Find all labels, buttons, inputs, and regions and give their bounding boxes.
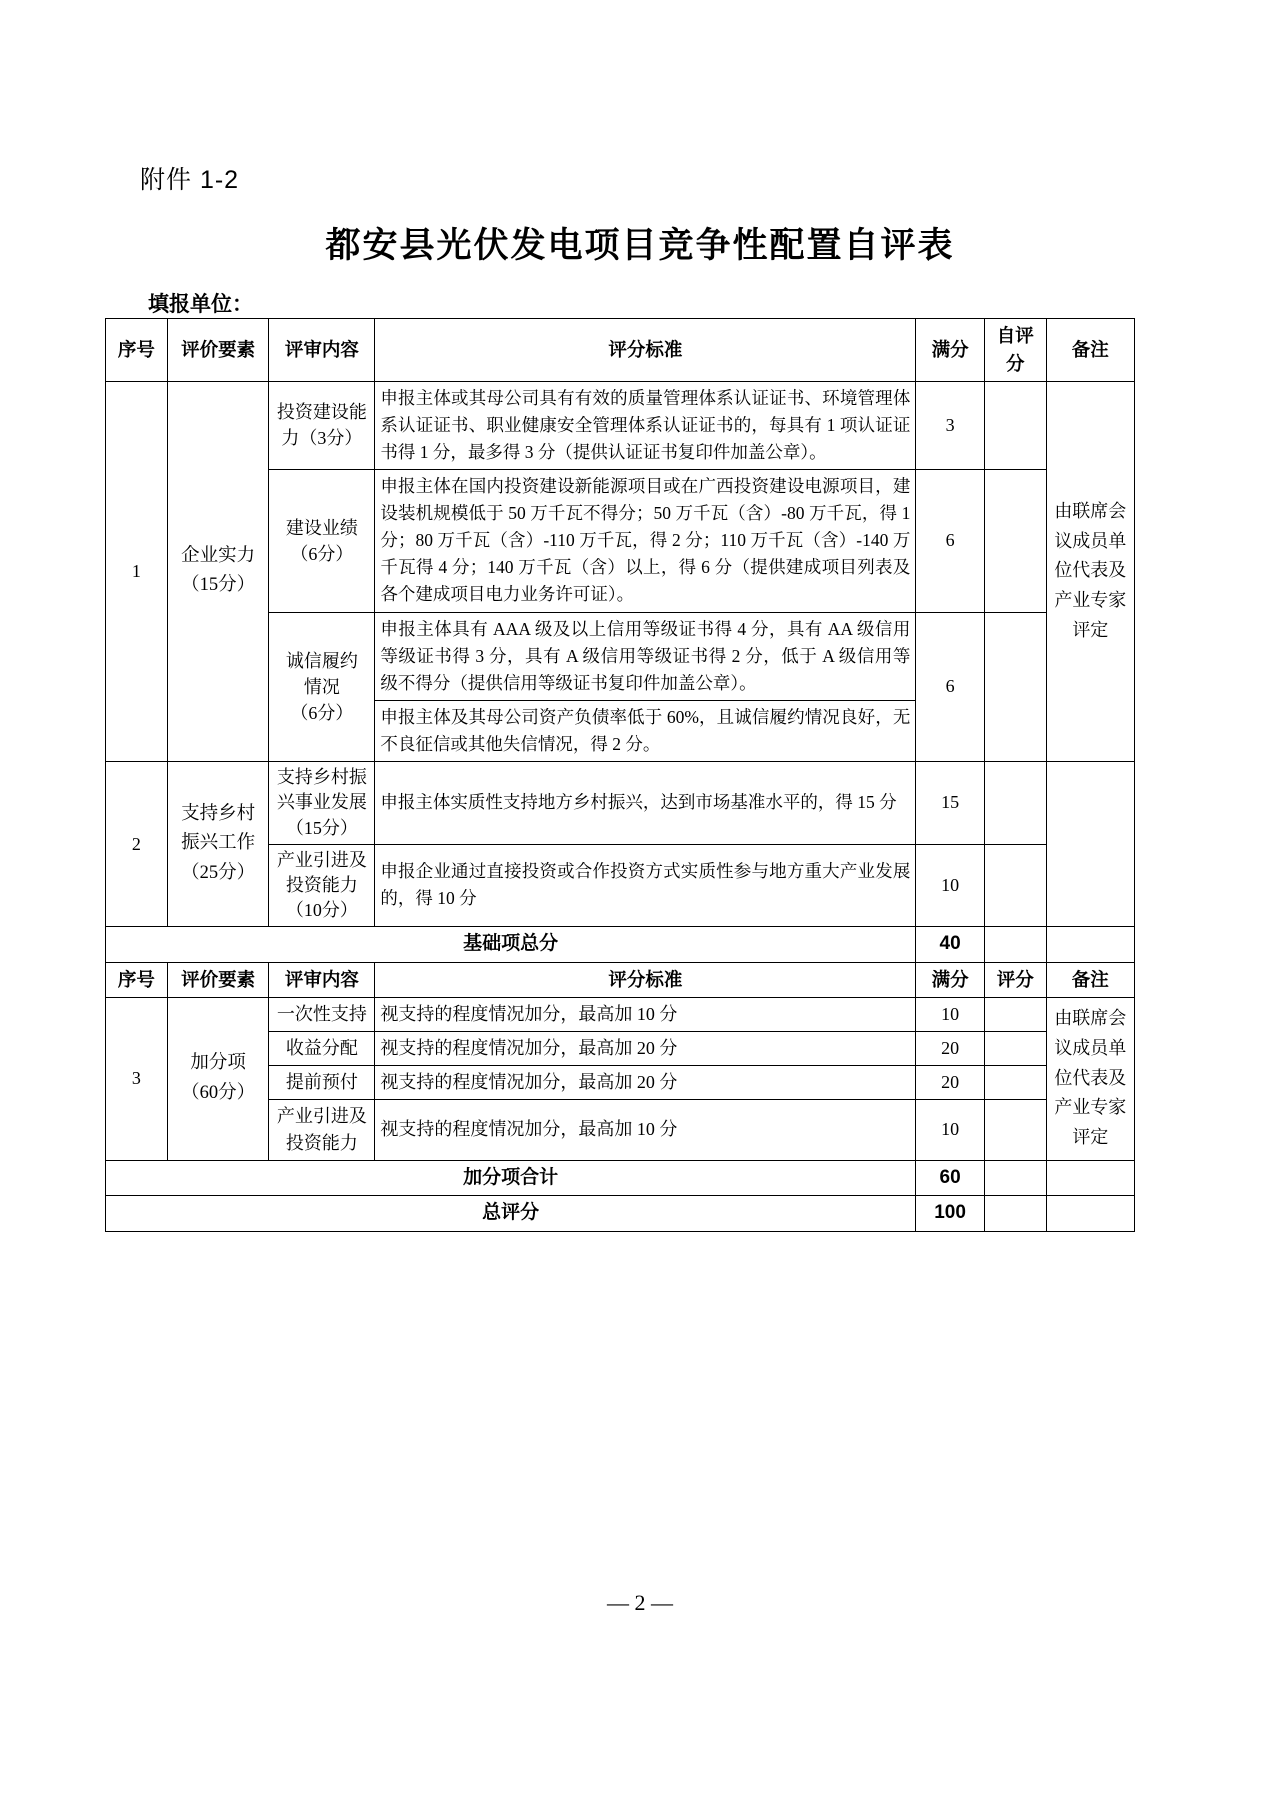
header-self-score: 自评分 — [984, 319, 1046, 382]
content-line-2: 情况 — [303, 676, 340, 697]
content-line-1: 支持乡村振 — [276, 767, 367, 788]
header2-max-score: 满分 — [916, 962, 984, 997]
row-standard-1a: 申报主体或其母公司具有有效的质量管理体系认证证书、环境管理体系认证证书、职业健康安全管理体系认证证书的，每具有 1 项认证证书得 1 分，最多得 3 分（提供认证证书复印件加盖公章）。 — [375, 381, 916, 469]
header-max-score: 满分 — [916, 319, 984, 382]
page-number: — 2 — — [607, 1590, 673, 1615]
content-line-3: （10分） — [285, 900, 358, 921]
row-score-3c[interactable] — [984, 1065, 1046, 1099]
bonus-total-label: 加分项合计 — [106, 1160, 916, 1196]
header2-standard: 评分标准 — [375, 962, 916, 997]
row-content-1c — [269, 612, 375, 762]
row-element-3 — [167, 997, 269, 1160]
row-content-3c: 提前预付 — [269, 1065, 375, 1099]
row-max-score-2b: 10 — [916, 844, 984, 927]
row-self-score-1c[interactable] — [984, 612, 1046, 762]
basic-total-label: 基础项总分 — [106, 927, 916, 963]
row-no-2: 2 — [106, 762, 168, 927]
row-standard-1c-b: 申报主体及其母公司资产负债率低于 60%，且诚信履约情况良好，无不良征信或其他失信情况，得 2 分。 — [375, 700, 916, 761]
grand-total-row — [106, 1196, 1135, 1232]
header2-score: 评分 — [984, 962, 1046, 997]
content-line-1: 投资建设能 — [276, 402, 367, 423]
note-text: 由联席会 议成员单 位代表及 产业专家 评定 — [1054, 501, 1127, 640]
element-line-1: 支持乡村 — [181, 803, 256, 824]
header2-no: 序号 — [106, 962, 168, 997]
row-content-1b — [269, 469, 375, 612]
basic-total-max-score: 40 — [916, 927, 984, 963]
header-no: 序号 — [106, 319, 168, 382]
table-row — [106, 997, 1135, 1031]
row-content-3d — [269, 1099, 375, 1160]
row-element-1 — [167, 381, 269, 762]
row-standard-3a: 视支持的程度情况加分，最高加 10 分 — [375, 997, 916, 1031]
basic-total-row — [106, 927, 1135, 963]
bonus-total-max-score: 60 — [916, 1160, 984, 1196]
row-self-score-1b[interactable] — [984, 469, 1046, 612]
row-self-score-2b[interactable] — [984, 844, 1046, 927]
row-self-score-1a[interactable] — [984, 381, 1046, 469]
element-line-1: 企业实力 — [181, 545, 256, 566]
row-max-score-2a: 15 — [916, 762, 984, 845]
row-max-score-3a: 10 — [916, 997, 984, 1031]
element-line-3: （25分） — [181, 862, 256, 883]
content-line-1: 产业引进及 — [276, 849, 367, 870]
row-note-3 — [1046, 997, 1134, 1160]
row-note-2 — [1046, 762, 1134, 927]
row-max-score-3c: 20 — [916, 1065, 984, 1099]
table-header-bonus — [106, 962, 1135, 997]
content-line-2: 投资能力 — [285, 1132, 358, 1153]
row-max-score-1c: 6 — [916, 612, 984, 762]
row-no-3: 3 — [106, 997, 168, 1160]
content-line-2: 投资能力 — [285, 874, 358, 895]
content-line-2: 兴事业发展 — [276, 792, 367, 813]
row-standard-1c-a: 申报主体具有 AAA 级及以上信用等级证书得 4 分，具有 AA 级信用等级证书得 3 分，具有 A 级信用等级证书得 2 分，低于 A 级信用等级不得分（提供信用等级证书复印件加盖公章）。 — [375, 612, 916, 700]
content-line-1: 产业引进及 — [276, 1105, 367, 1126]
bonus-total-score[interactable] — [984, 1160, 1046, 1196]
header2-element: 评价要素 — [167, 962, 269, 997]
row-element-2 — [167, 762, 269, 927]
element-line-2: 振兴工作 — [181, 833, 256, 854]
row-max-score-1a: 3 — [916, 381, 984, 469]
content-line-1: 诚信履约 — [285, 650, 358, 671]
row-max-score-3b: 20 — [916, 1031, 984, 1065]
row-standard-3c: 视支持的程度情况加分，最高加 20 分 — [375, 1065, 916, 1099]
row-no-1: 1 — [106, 381, 168, 762]
row-standard-3d: 视支持的程度情况加分，最高加 10 分 — [375, 1099, 916, 1160]
basic-total-note — [1046, 927, 1134, 963]
row-content-2a — [269, 762, 375, 845]
row-score-3d[interactable] — [984, 1099, 1046, 1160]
note-text: 由联席会 议成员单 位代表及 产业专家 评定 — [1054, 1008, 1127, 1148]
content-line-1: 建设业绩 — [285, 517, 358, 538]
bonus-total-note — [1046, 1160, 1134, 1196]
grand-total-label: 总评分 — [106, 1196, 916, 1232]
row-score-3a[interactable] — [984, 997, 1046, 1031]
grand-total-note — [1046, 1196, 1134, 1232]
row-standard-3b: 视支持的程度情况加分，最高加 20 分 — [375, 1031, 916, 1065]
row-content-2b — [269, 844, 375, 927]
content-line-3: （6分） — [290, 702, 354, 723]
content-line-3: （15分） — [285, 817, 358, 838]
row-self-score-2a[interactable] — [984, 762, 1046, 845]
element-line-2: （60分） — [181, 1082, 256, 1103]
grand-total-max-score: 100 — [916, 1196, 984, 1232]
basic-total-self-score[interactable] — [984, 927, 1046, 963]
element-line-2: （15分） — [181, 575, 256, 596]
row-standard-2b: 申报企业通过直接投资或合作投资方式实质性参与地方重大产业发展的，得 10 分 — [375, 844, 916, 927]
header-note: 备注 — [1046, 319, 1134, 382]
content-line-2: （6分） — [290, 543, 354, 564]
row-content-3a: 一次性支持 — [269, 997, 375, 1031]
element-line-1: 加分项 — [190, 1052, 246, 1073]
header2-note: 备注 — [1046, 962, 1134, 997]
filler-unit-label: 填报单位： — [148, 293, 253, 316]
table-header-basic — [106, 319, 1135, 382]
header-element: 评价要素 — [167, 319, 269, 382]
table-row — [106, 381, 1135, 469]
row-note-1 — [1046, 381, 1134, 762]
header-content: 评审内容 — [269, 319, 375, 382]
row-max-score-3d: 10 — [916, 1099, 984, 1160]
grand-total-score[interactable] — [984, 1196, 1046, 1232]
row-standard-1b: 申报主体在国内投资建设新能源项目或在广西投资建设电源项目，建设装机规模低于 50 万千瓦不得分；50 万千瓦（含）-80 万千瓦，得 1 分；80 万千瓦（含）-110 万千瓦，得 2 分；110 万千瓦（含）-140 万千瓦得 4 分；140 万千瓦（含）以上，得 6 分（提供建成项目列表及各个建成项目电力业务许可证）。 — [375, 469, 916, 612]
header-standard: 评分标准 — [375, 319, 916, 382]
table-row — [106, 762, 1135, 845]
header2-content: 评审内容 — [269, 962, 375, 997]
row-score-3b[interactable] — [984, 1031, 1046, 1065]
row-standard-2a: 申报主体实质性支持地方乡村振兴，达到市场基准水平的，得 15 分 — [375, 762, 916, 845]
row-content-1a — [269, 381, 375, 469]
row-content-3b: 收益分配 — [269, 1031, 375, 1065]
row-max-score-1b: 6 — [916, 469, 984, 612]
evaluation-table — [105, 318, 1135, 1232]
content-line-2: 力（3分） — [281, 428, 363, 449]
attachment-label: 附件 1-2 — [140, 166, 240, 194]
page-title: 都安县光伏发电项目竞争性配置自评表 — [325, 226, 955, 265]
bonus-total-row — [106, 1160, 1135, 1196]
